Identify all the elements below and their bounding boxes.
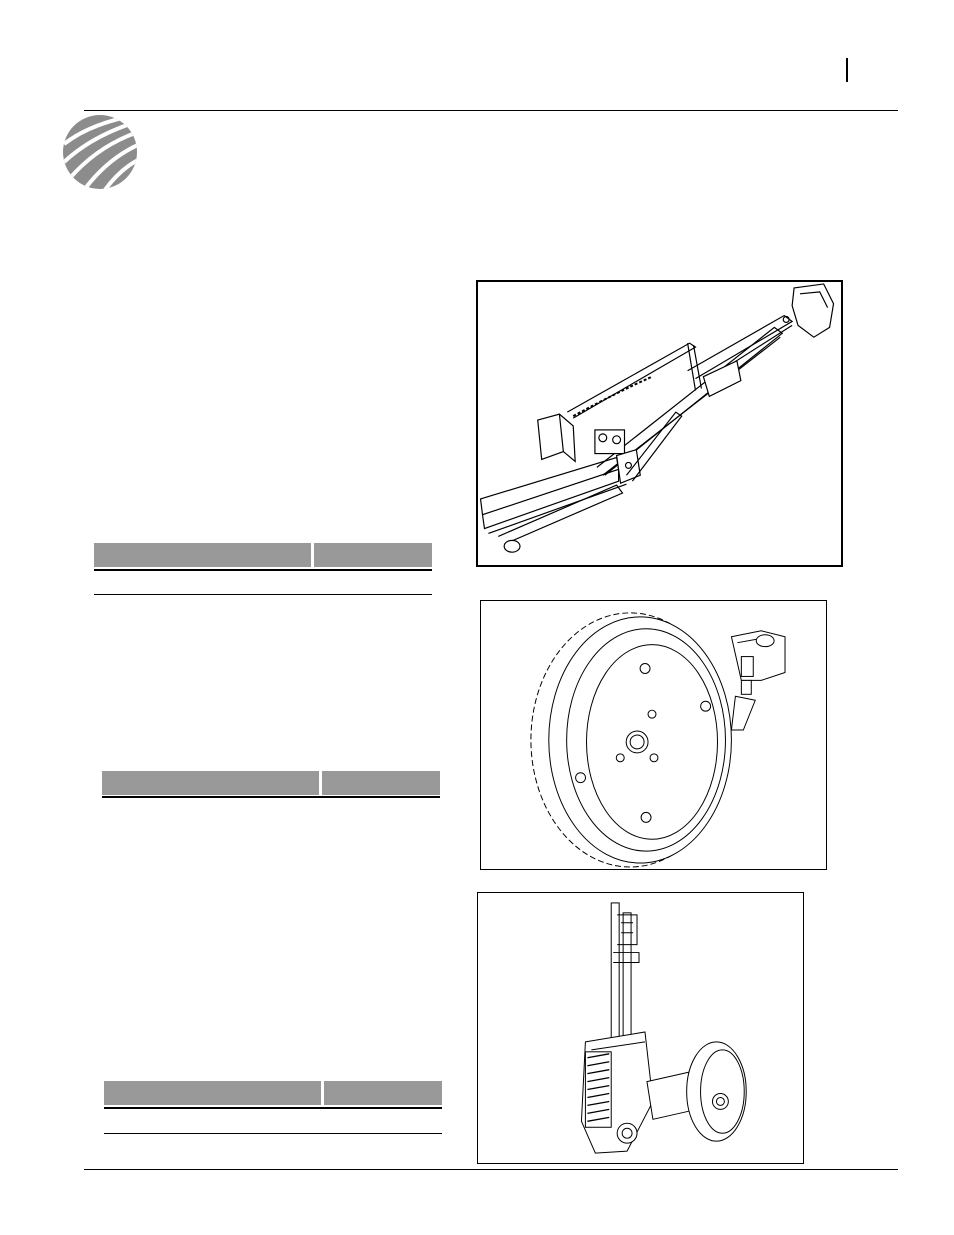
parts-table-3	[104, 1081, 442, 1137]
header-rule	[84, 110, 898, 111]
striped-circle-logo-icon	[62, 114, 138, 190]
parts-table-1	[94, 543, 432, 597]
table-header-col-2	[324, 1081, 442, 1105]
table-header-col-2	[314, 543, 432, 567]
gauge-wheel-figure	[480, 600, 827, 870]
gauge-wheel-illustration	[481, 601, 826, 869]
hitch-marker-assembly-figure	[476, 280, 843, 567]
table-header-col-1	[94, 543, 314, 567]
table-header-col-1	[102, 771, 322, 795]
table-header-rule	[94, 569, 432, 571]
parts-table-2	[102, 771, 440, 801]
footer-rule	[84, 1169, 898, 1170]
table-header-col-1	[104, 1081, 324, 1105]
table-header	[104, 1081, 442, 1105]
table-header	[102, 771, 440, 795]
table-row-rule	[94, 594, 432, 595]
table-header	[94, 543, 432, 567]
marker-arm-illustration	[478, 282, 841, 565]
table-header-rule	[102, 796, 440, 798]
row-unit-illustration	[478, 893, 803, 1163]
table-header-rule	[104, 1107, 442, 1109]
table-header-col-2	[322, 771, 440, 795]
row-unit-figure	[477, 892, 804, 1164]
header-tick	[846, 58, 848, 82]
table-row-rule	[104, 1133, 442, 1134]
